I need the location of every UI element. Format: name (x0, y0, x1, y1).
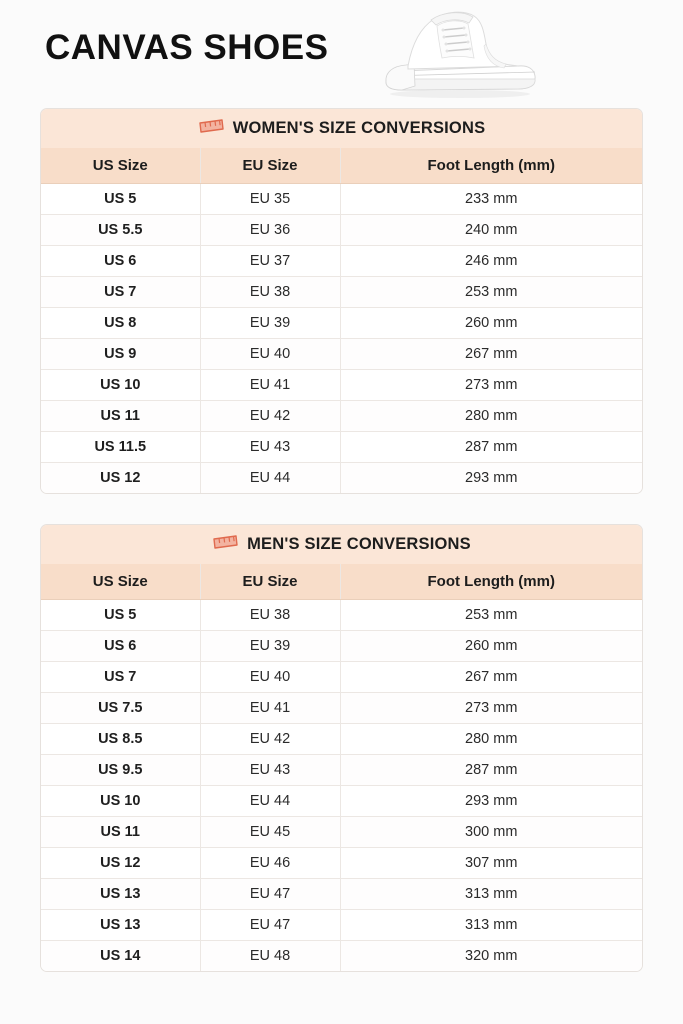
cell-foot-length: 313 mm (340, 878, 642, 909)
cell-foot-length: 260 mm (340, 307, 642, 338)
cell-foot-length: 267 mm (340, 338, 642, 369)
cell-eu-size: EU 48 (200, 940, 340, 971)
cell-eu-size: EU 45 (200, 816, 340, 847)
cell-eu-size: EU 42 (200, 723, 340, 754)
cell-eu-size: EU 44 (200, 462, 340, 493)
cell-us-size: US 5 (41, 183, 200, 214)
table-row (41, 847, 642, 878)
womens-table-title (41, 109, 642, 148)
cell-eu-size: EU 36 (200, 214, 340, 245)
table-row (41, 940, 642, 971)
column-header-eu-size: EU Size (200, 148, 340, 183)
column-header-eu-size: EU Size (200, 564, 340, 599)
table-row (41, 661, 642, 692)
cell-foot-length: 280 mm (340, 723, 642, 754)
table-row (41, 183, 642, 214)
table-row (41, 630, 642, 661)
cell-foot-length: 313 mm (340, 909, 642, 940)
cell-us-size: US 5.5 (41, 214, 200, 245)
cell-foot-length: 293 mm (340, 785, 642, 816)
column-header-foot-length: Foot Length (mm) (340, 564, 642, 599)
cell-us-size: US 9.5 (41, 754, 200, 785)
cell-foot-length: 307 mm (340, 847, 642, 878)
table-row (41, 245, 642, 276)
cell-eu-size: EU 44 (200, 785, 340, 816)
cell-foot-length: 320 mm (340, 940, 642, 971)
cell-foot-length: 253 mm (340, 276, 642, 307)
cell-us-size: US 13 (41, 909, 200, 940)
table-row (41, 878, 642, 909)
cell-us-size: US 14 (41, 940, 200, 971)
cell-eu-size: EU 43 (200, 431, 340, 462)
cell-us-size: US 8.5 (41, 723, 200, 754)
cell-eu-size: EU 41 (200, 692, 340, 723)
womens-table-title-text: WOMEN'S SIZE CONVERSIONS (232, 119, 486, 137)
cell-us-size: US 7 (41, 276, 200, 307)
womens-size-table (41, 148, 642, 493)
ruler-icon (212, 533, 238, 556)
cell-eu-size: EU 43 (200, 754, 340, 785)
mens-table-title (41, 525, 642, 564)
cell-us-size: US 10 (41, 369, 200, 400)
table-row (41, 754, 642, 785)
cell-us-size: US 6 (41, 245, 200, 276)
cell-us-size: US 12 (41, 462, 200, 493)
cell-eu-size: EU 38 (200, 276, 340, 307)
mens-size-table (41, 564, 642, 971)
cell-eu-size: EU 39 (200, 630, 340, 661)
cell-foot-length: 267 mm (340, 661, 642, 692)
cell-eu-size: EU 47 (200, 878, 340, 909)
table-row (41, 400, 642, 431)
table-row (41, 692, 642, 723)
cell-eu-size: EU 35 (200, 183, 340, 214)
table-header-row (41, 564, 642, 599)
cell-eu-size: EU 37 (200, 245, 340, 276)
table-row (41, 723, 642, 754)
table-row (41, 338, 642, 369)
cell-eu-size: EU 46 (200, 847, 340, 878)
table-row (41, 214, 642, 245)
column-header-us-size: US Size (41, 564, 200, 599)
table-row (41, 816, 642, 847)
cell-foot-length: 287 mm (340, 754, 642, 785)
cell-eu-size: EU 38 (200, 599, 340, 630)
cell-us-size: US 7.5 (41, 692, 200, 723)
table-row (41, 307, 642, 338)
womens-size-table-card (40, 108, 643, 494)
canvas-shoe-illustration (368, 6, 553, 104)
cell-us-size: US 8 (41, 307, 200, 338)
table-row (41, 431, 642, 462)
cell-foot-length: 253 mm (340, 599, 642, 630)
table-row (41, 599, 642, 630)
table-row (41, 276, 642, 307)
cell-eu-size: EU 47 (200, 909, 340, 940)
cell-eu-size: EU 41 (200, 369, 340, 400)
cell-us-size: US 13 (41, 878, 200, 909)
cell-us-size: US 11 (41, 400, 200, 431)
cell-foot-length: 273 mm (340, 692, 642, 723)
cell-foot-length: 300 mm (340, 816, 642, 847)
cell-foot-length: 233 mm (340, 183, 642, 214)
cell-foot-length: 240 mm (340, 214, 642, 245)
cell-us-size: US 7 (41, 661, 200, 692)
column-header-us-size: US Size (41, 148, 200, 183)
cell-eu-size: EU 40 (200, 338, 340, 369)
cell-us-size: US 10 (41, 785, 200, 816)
cell-eu-size: EU 40 (200, 661, 340, 692)
table-row (41, 785, 642, 816)
page-header (0, 0, 683, 108)
cell-us-size: US 6 (41, 630, 200, 661)
mens-table-title-text: MEN'S SIZE CONVERSIONS (247, 535, 471, 553)
cell-foot-length: 280 mm (340, 400, 642, 431)
column-header-foot-length: Foot Length (mm) (340, 148, 642, 183)
cell-eu-size: EU 39 (200, 307, 340, 338)
cell-us-size: US 11.5 (41, 431, 200, 462)
ruler-icon (198, 117, 224, 140)
cell-foot-length: 246 mm (340, 245, 642, 276)
cell-foot-length: 287 mm (340, 431, 642, 462)
cell-foot-length: 273 mm (340, 369, 642, 400)
page-title: CANVAS SHOES (45, 28, 329, 67)
cell-eu-size: EU 42 (200, 400, 340, 431)
cell-us-size: US 12 (41, 847, 200, 878)
cell-foot-length: 260 mm (340, 630, 642, 661)
table-row (41, 462, 642, 493)
cell-us-size: US 5 (41, 599, 200, 630)
mens-size-table-card (40, 524, 643, 972)
cell-us-size: US 11 (41, 816, 200, 847)
cell-us-size: US 9 (41, 338, 200, 369)
table-row (41, 909, 642, 940)
section-divider-space (0, 494, 683, 524)
table-row (41, 369, 642, 400)
cell-foot-length: 293 mm (340, 462, 642, 493)
table-header-row (41, 148, 642, 183)
